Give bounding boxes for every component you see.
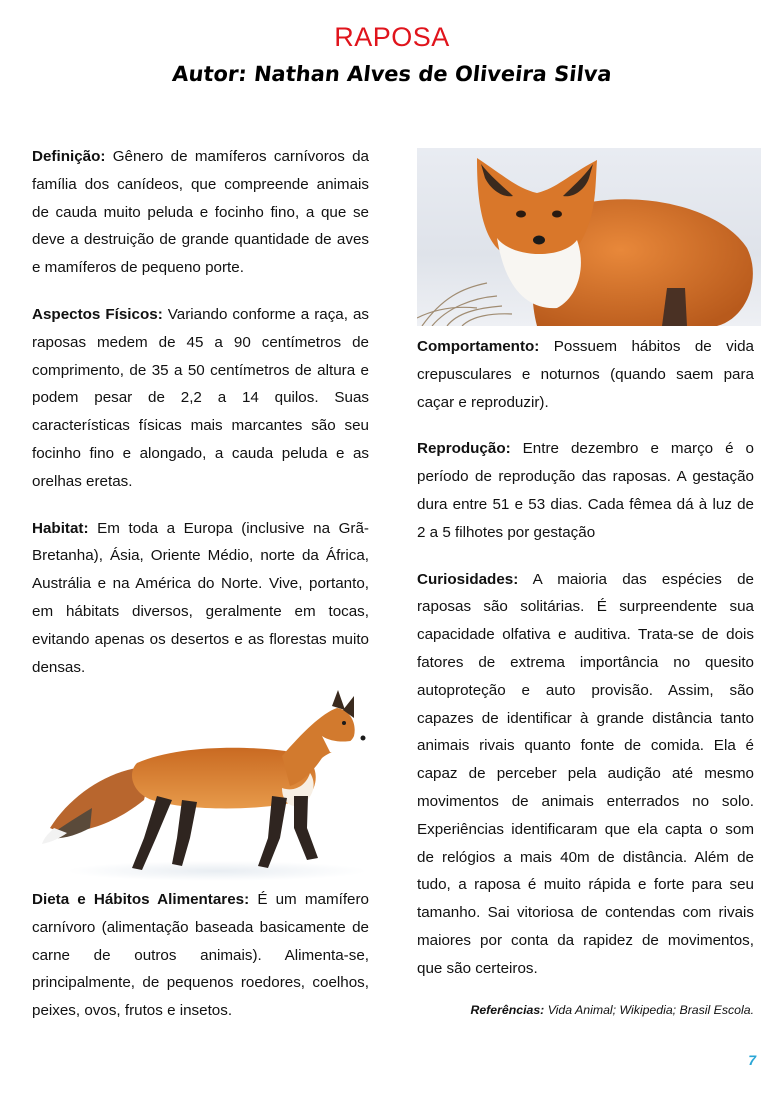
left-column — [32, 143, 369, 700]
dieta-paragraph — [32, 886, 369, 1025]
fox-walking-photo — [32, 688, 372, 883]
definicao-paragraph — [32, 143, 369, 282]
curiosidades-label: Curiosidades: — [417, 570, 519, 588]
habitat-paragraph — [32, 515, 369, 682]
references-label: Referências: — [470, 1003, 545, 1017]
aspectos-paragraph — [32, 301, 369, 496]
habitat-text: Em toda a Europa (inclusive na Grã-Bretanha), Ásia, Oriente Médio, norte da África, Austrália e na América do Norte. Vive, portanto, em hábitats diversos, geralmente em tocas, evitando apenas os desertos e as florestas muito densas. — [32, 519, 369, 676]
reproducao-text: Entre dezembro e março é o período de reprodução das raposas. A gestação dura entre 51 e 53 dias. Cada fêmea dá à luz de 2 a 5 filhotes por gestação — [417, 440, 754, 541]
reproducao-paragraph — [417, 435, 754, 546]
references — [417, 1003, 754, 1017]
aspectos-label: Aspectos Físicos: — [32, 305, 163, 323]
aspectos-text: Variando conforme a raça, as raposas medem de 45 a 90 centímetros de comprimento, de 35 a 50 centímetros de altura e podem pesar de 2,2 a 14 quilos. Suas características físicas mais marcantes são seu focinho fino e alongado, a cauda peluda e as orelhas eretas. — [32, 305, 369, 490]
fox-snow-photo — [417, 148, 761, 326]
references-text: Vida Animal; Wikipedia; Brasil Escola. — [544, 1003, 754, 1017]
author-line: Autor: Nathan Alves de Oliveira Silva — [171, 62, 613, 86]
habitat-label: Habitat: — [32, 519, 89, 537]
definicao-label: Definição: — [32, 148, 106, 165]
definicao-text: Gênero de mamíferos carnívoros da família dos canídeos, que compreende animais de cauda muito peluda e focinho fino, a que se deve a destruição de grande quantidade de aves e mamíferos de pequeno porte. — [32, 148, 369, 277]
curiosidades-text: A maioria das espécies de raposas são solitárias. É surpreendente sua capacidade olfativa e auditiva. Trata-se de dois fatores de extrema importância no quesito autoproteção e auto provisão. Assim, são capazes de identificar à grande distância tanto animais rivais quanto fonte de comida. Ela é capaz de perceber pela audição até mesmo movimentos de animais enterrados no solo. Experiências identificaram que ela capta o som de relógios a mais 40m de distância. Além de tudo, a raposa é muito rápida e forte para seu tamanho. Sai vitoriosa de contendas com rivais maiores por conta da rapidez de movimentos, que são certeiros. — [417, 570, 754, 977]
dieta-label: Dieta e Hábitos Alimentares: — [32, 891, 250, 908]
reproducao-label: Reprodução: — [417, 440, 511, 458]
page-title: RAPOSA — [334, 22, 450, 52]
comportamento-text: Possuem hábitos de vida crepusculares e noturnos (quando saem para caçar e reproduzir). — [417, 338, 754, 411]
comportamento-label: Comportamento: — [417, 338, 540, 355]
curiosidades-paragraph — [417, 566, 754, 983]
page-number: 7 — [748, 1052, 756, 1068]
right-column — [417, 333, 754, 1002]
dieta-text: É um mamífero carnívoro (alimentação baseada basicamente de carne de outros animais). Alimenta-se, principalmente, de pequenos roedores, coelhos, peixes, ovos, frutos e insetos. — [32, 891, 369, 1020]
comportamento-paragraph — [417, 333, 754, 416]
